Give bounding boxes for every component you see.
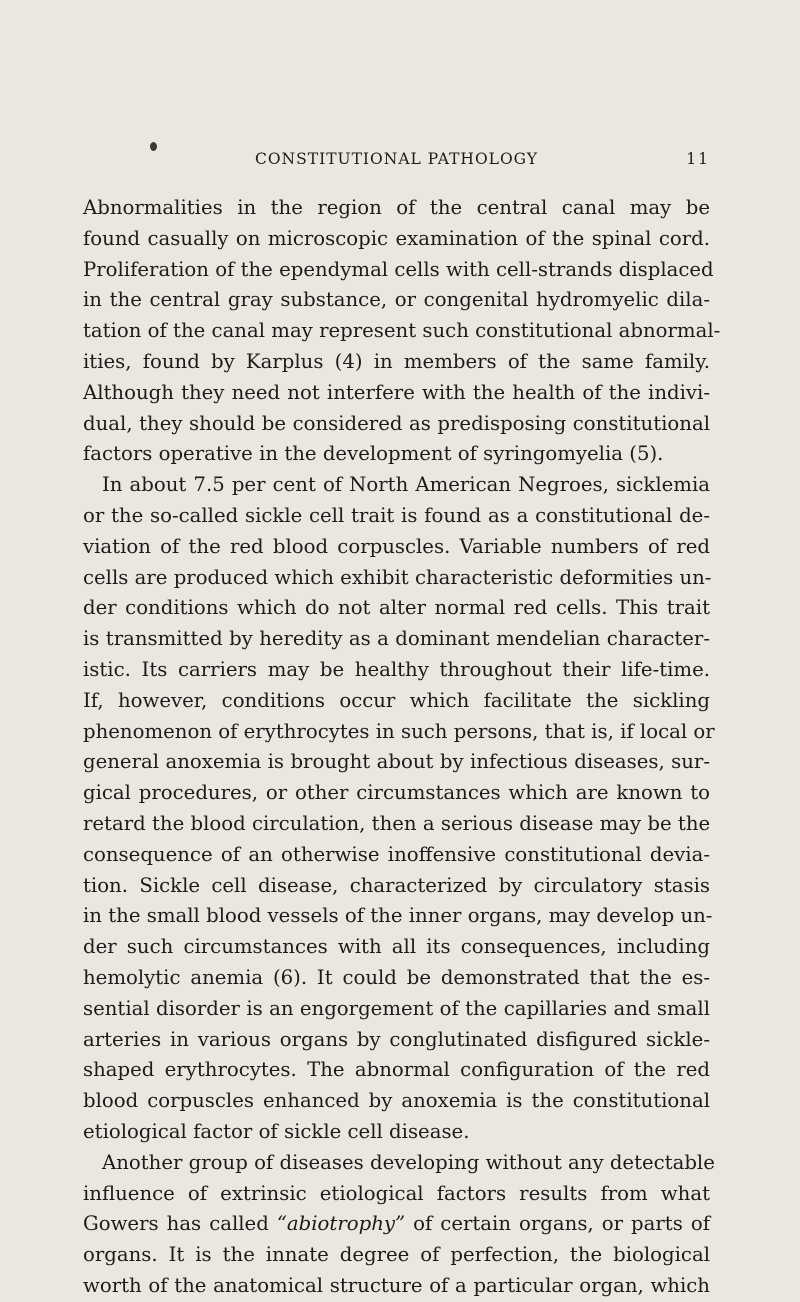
text-line: general anoxemia is brought about by infectious diseases, sur- (83, 750, 710, 774)
text-line: Proliferation of the ependymal cells with cell-strands displaced (83, 257, 714, 281)
text-line: etiological factor of sickle cell disease. (83, 1119, 470, 1143)
text-line: Abnormalities in the region of the central canal may be (83, 196, 710, 219)
text-line: arteries in various organs by conglutinated disfigured sickle- (83, 1027, 710, 1051)
text-line: tion. Sickle cell disease, characterized by circulatory stasis (83, 873, 710, 897)
text-line: in the central gray substance, or congenital hydromyelic dila- (83, 288, 710, 312)
text-line: viation of the red blood corpuscles. Variable numbers of red (83, 534, 710, 558)
text-line: dual, they should be considered as predisposing constitutional (83, 411, 710, 435)
text-line: influence of extrinsic etiological factors results from what (83, 1181, 710, 1205)
text-line: In about 7.5 per cent of North American Negroes, sicklemia (102, 473, 710, 497)
text-line: retard the blood circulation, then a serious disease may be the (83, 811, 711, 835)
text-line: der conditions which do not alter normal red cells. This trait (83, 596, 710, 620)
text-line: der such circumstances with all its consequences, including (83, 935, 710, 959)
text-line: Another group of diseases developing without any detectable (102, 1150, 715, 1174)
italic-term: “abiotrophy” (276, 1212, 406, 1236)
text-line: ities, found by Karplus (4) in members of the same family. (83, 349, 710, 373)
text-line (83, 1209, 710, 1240)
text-line: organs. It is the innate degree of perfection, the biological (83, 1243, 710, 1267)
running-title: CONSTITUTIONAL PATHOLOGY (254, 150, 538, 168)
text-line: or the so-called sickle cell trait is found as a constitutional de- (83, 503, 710, 527)
text-line: If, however, conditions occur which facilitate the sickling (83, 688, 710, 712)
text-line: found casually on microscopic examination of the spinal cord. (83, 226, 710, 250)
text-line: cells are produced which exhibit characteristic deformities un- (83, 565, 712, 589)
text-line: in the small blood vessels of the inner organs, may develop un- (83, 904, 713, 928)
text-line: consequence of an otherwise inoffensive constitutional devia- (83, 842, 710, 866)
text-line: hemolytic anemia (6). It could be demonstrated that the es- (83, 965, 710, 989)
text-line: factors operative in the development of syringomyelia (5). (83, 442, 664, 466)
text-line: is transmitted by heredity as a dominant mendelian character- (83, 627, 710, 651)
text-segment: Gowers has called (83, 1212, 269, 1236)
text-line: blood corpuscles enhanced by anoxemia is the constitutional (83, 1089, 710, 1113)
page-number: 11 (686, 150, 710, 168)
text-line: shaped erythrocytes. The abnormal configuration of the red (83, 1058, 710, 1082)
text-segment: of certain organs, or parts of (413, 1212, 710, 1236)
text-line: tation of the canal may represent such constitutional abnormal- (83, 319, 721, 343)
body-text (83, 193, 721, 1302)
text-line: gical procedures, or other circumstances which are known to (83, 781, 710, 805)
text-line: Although they need not interfere with the health of the indivi- (83, 380, 710, 404)
text-line: worth of the anatomical structure of a particular organ, which (83, 1273, 710, 1297)
text-line: phenomenon of erythrocytes in such persons, that is, if local or (83, 719, 715, 743)
text-line: istic. Its carriers may be healthy throughout their life-time. (83, 657, 710, 681)
running-head (83, 150, 710, 170)
text-line: sential disorder is an engorgement of the capillaries and small (83, 996, 710, 1020)
